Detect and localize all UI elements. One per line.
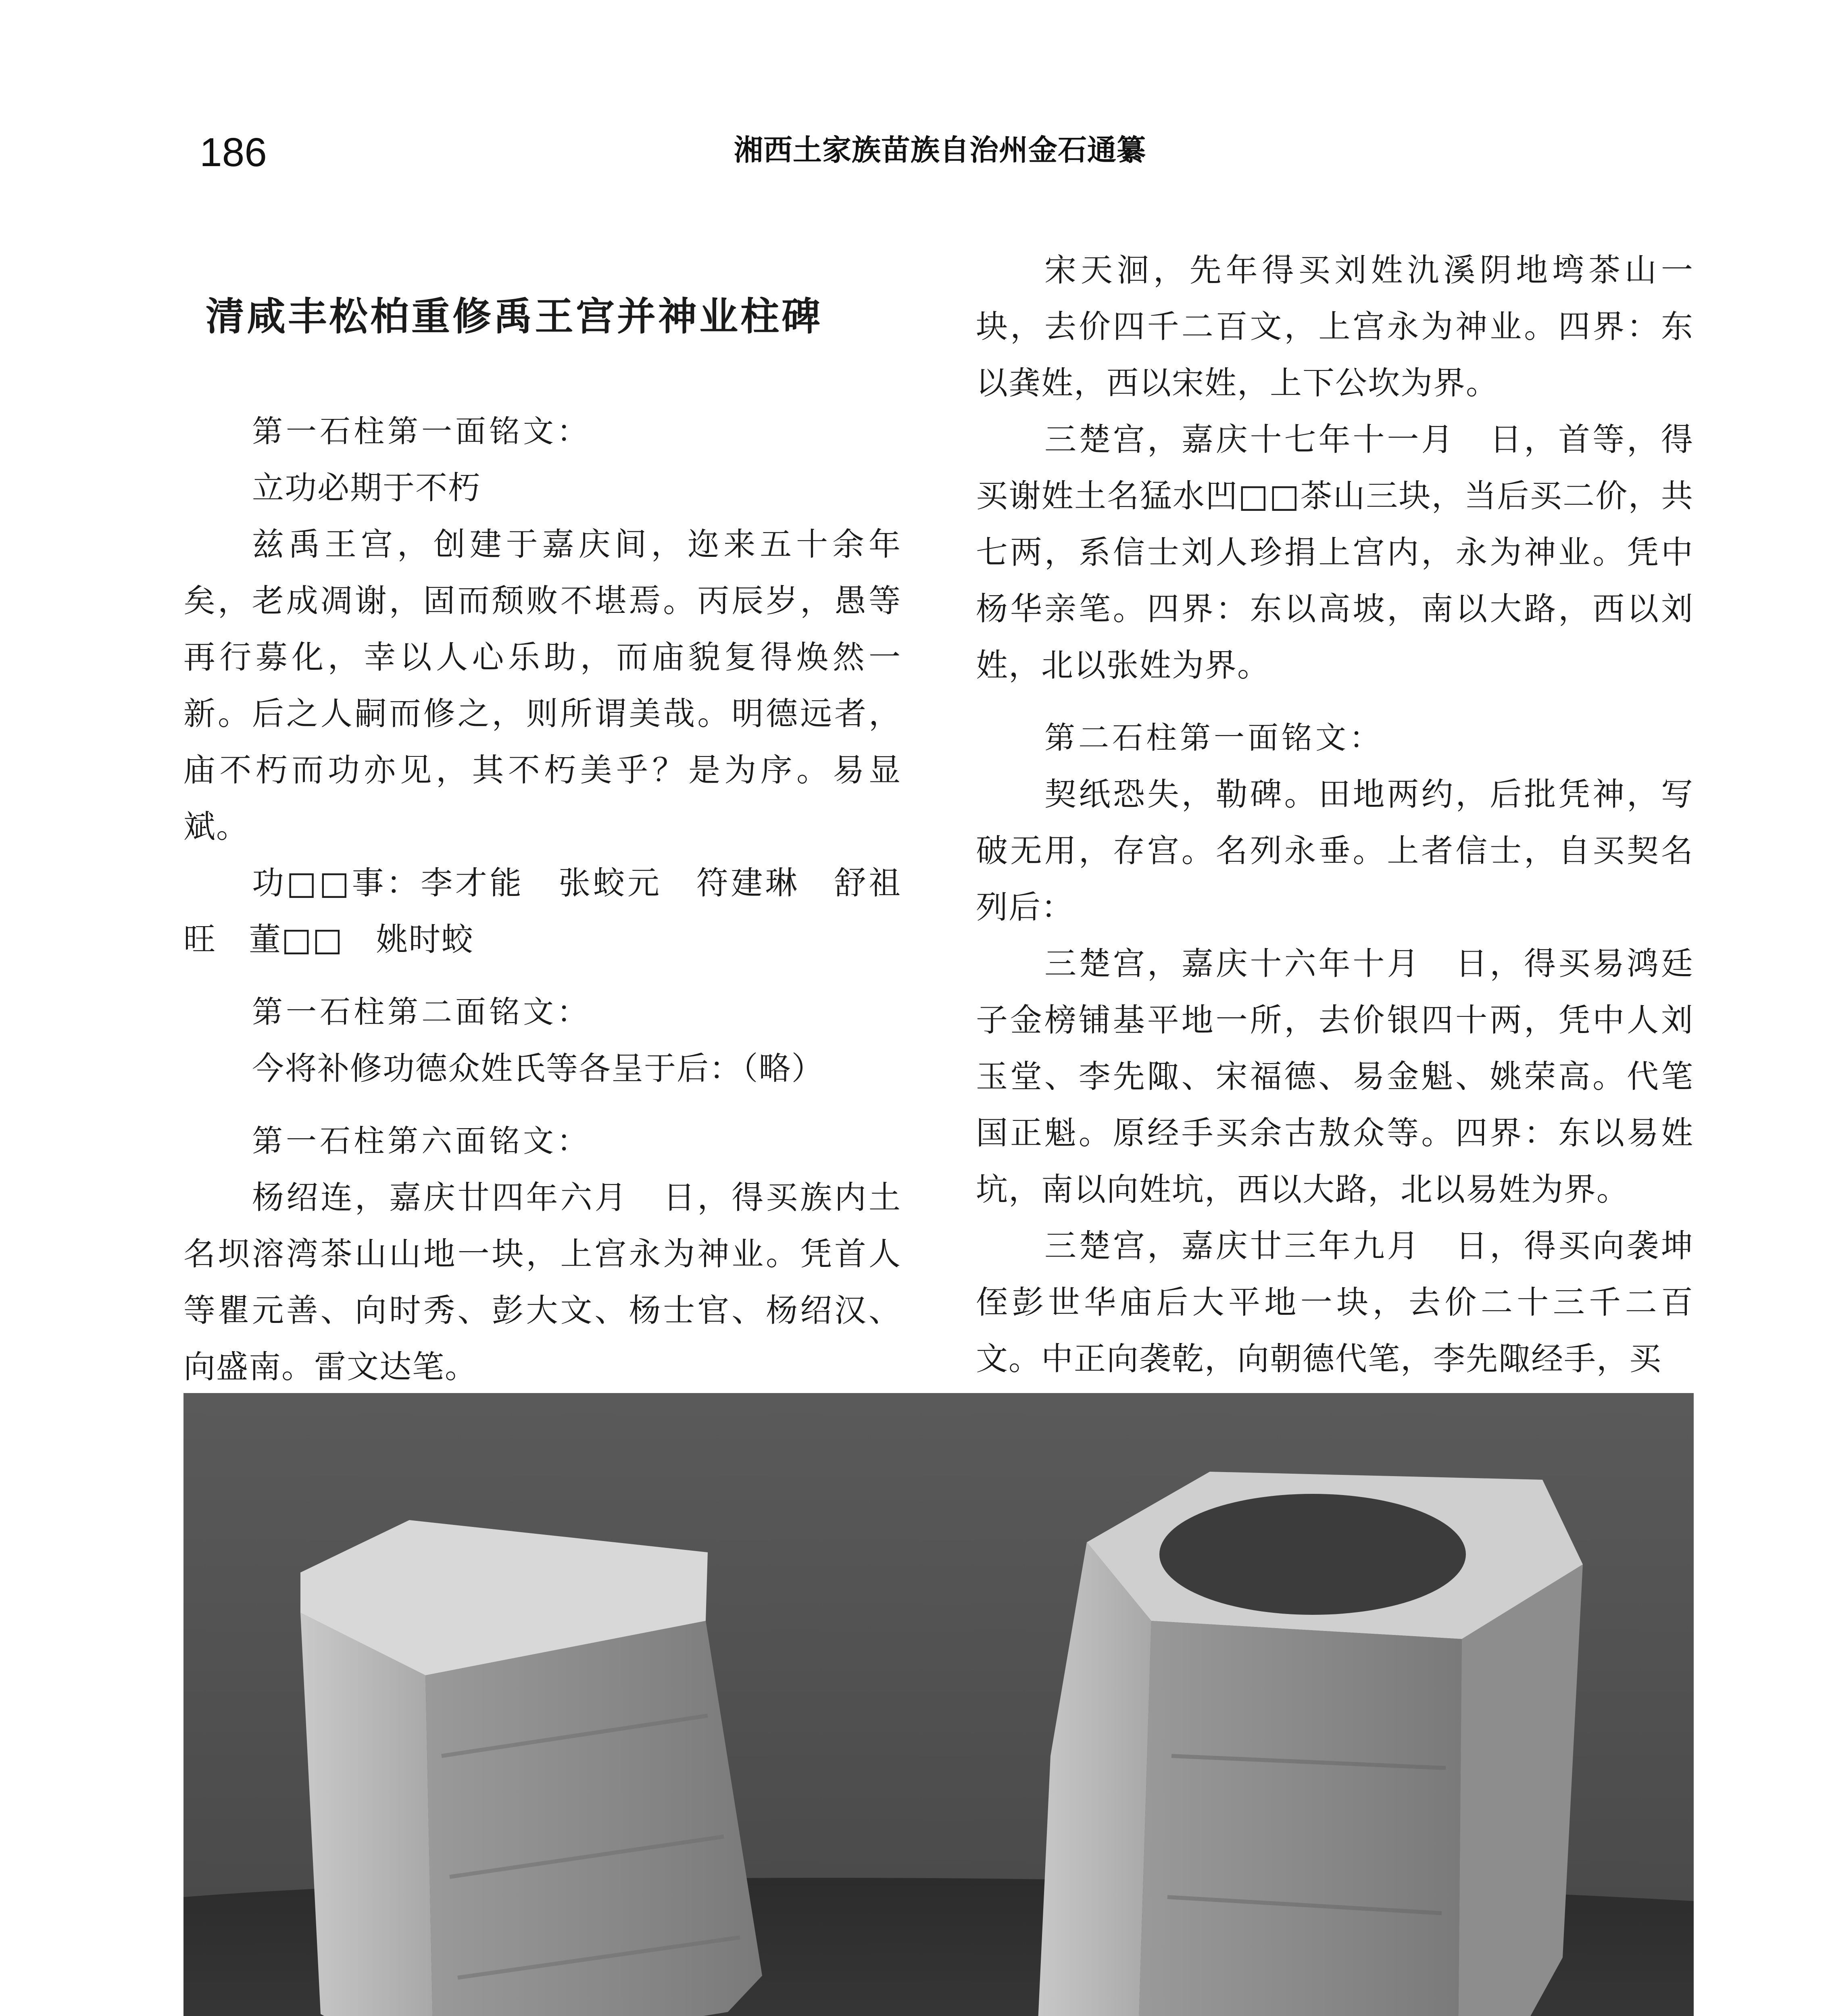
stone-pillars-photo [183,1393,1694,2016]
right-stone-pillar [1034,1472,1583,2016]
paragraph: 杨绍连，嘉庆廿四年六月 日，得买族内土名坝溶湾茶山山地一块，上宫永为神业。凭首人等瞿元善、向时秀、彭大文、杨士官、杨绍汉、向盛南。雷文达笔。 [183,1179,901,1385]
running-header: 湘西土家族苗族自治州金石通纂 [734,133,1146,167]
section-label: 第一石柱第一面铭文： [252,413,591,449]
right-column [976,242,1694,1387]
paragraph: 兹禹王宫，创建于嘉庆间，迩来五十余年矣，老成凋谢，固而颓败不堪焉。丙辰岁，愚等再行募化，幸以人心乐助，而庙貌复得焕然一新。后之人嗣而修之，则所谓美哉。明德远者，庙不朽而功亦见，其不朽美乎？是为序。易显斌。 [183,526,901,845]
section-label: 第二石柱第一面铭文： [1044,720,1383,756]
left-column [183,242,901,1395]
paragraph: 契纸恐失，勒碑。田地两约，后批凭神，写破无用，存宫。名列永垂。上者信士，自买契名列后： [976,776,1694,926]
paragraph: 今将补修功德众姓氏等各呈于后：（略） [252,1050,824,1087]
paragraph: 立功必期于不朽 [252,469,481,506]
paragraph: 三楚宫，嘉庆十六年十月 日，得买易鸿廷子金榜铺基平地一所，去价银四十两，凭中人刘玉堂、李先陬、宋福德、易金魁、姚荣高。代笔国正魁。原经手买余古敖众等。四界：东以易姓坑，南以向姓坑，西以大路，北以易姓为界。 [976,945,1694,1208]
paragraph: 三楚宫，嘉庆十七年十一月 日，首等，得买谢姓土名猛水凹□□茶山三块，当后买二价，共七两，系信士刘人珍捐上宫内，永为神业。凭中杨华亲笔。四界：东以高坡，南以大路，西以刘姓，北以张姓为界。 [976,421,1694,684]
section-label: 第一石柱第六面铭文： [252,1123,591,1159]
paragraph: 三楚宫，嘉庆廿三年九月 日，得买向袭坤侄彭世华庙后大平地一块，去价二十三千二百文。中正向袭乾，向朝德代笔，李先陬经手，买 [976,1227,1694,1377]
photo-illustration [183,1393,1694,2016]
page-number: 186 [200,130,267,175]
paragraph: 功□□事：李才能 张蛟元 符建琳 舒祖旺 董□□ 姚时蛟 [183,864,901,958]
left-stone-pillar [300,1520,762,2016]
article-title: 清咸丰松柏重修禹王宫并神业柱碑 [206,294,823,339]
hollow-top [1159,1494,1466,1615]
section-label: 第一石柱第二面铭文： [252,994,591,1030]
paragraph: 宋天洄，先年得买刘姓氿溪阴地塆茶山一块，去价四千二百文，上宫永为神业。四界：东以龚姓，西以宋姓，上下公坎为界。 [976,252,1694,402]
